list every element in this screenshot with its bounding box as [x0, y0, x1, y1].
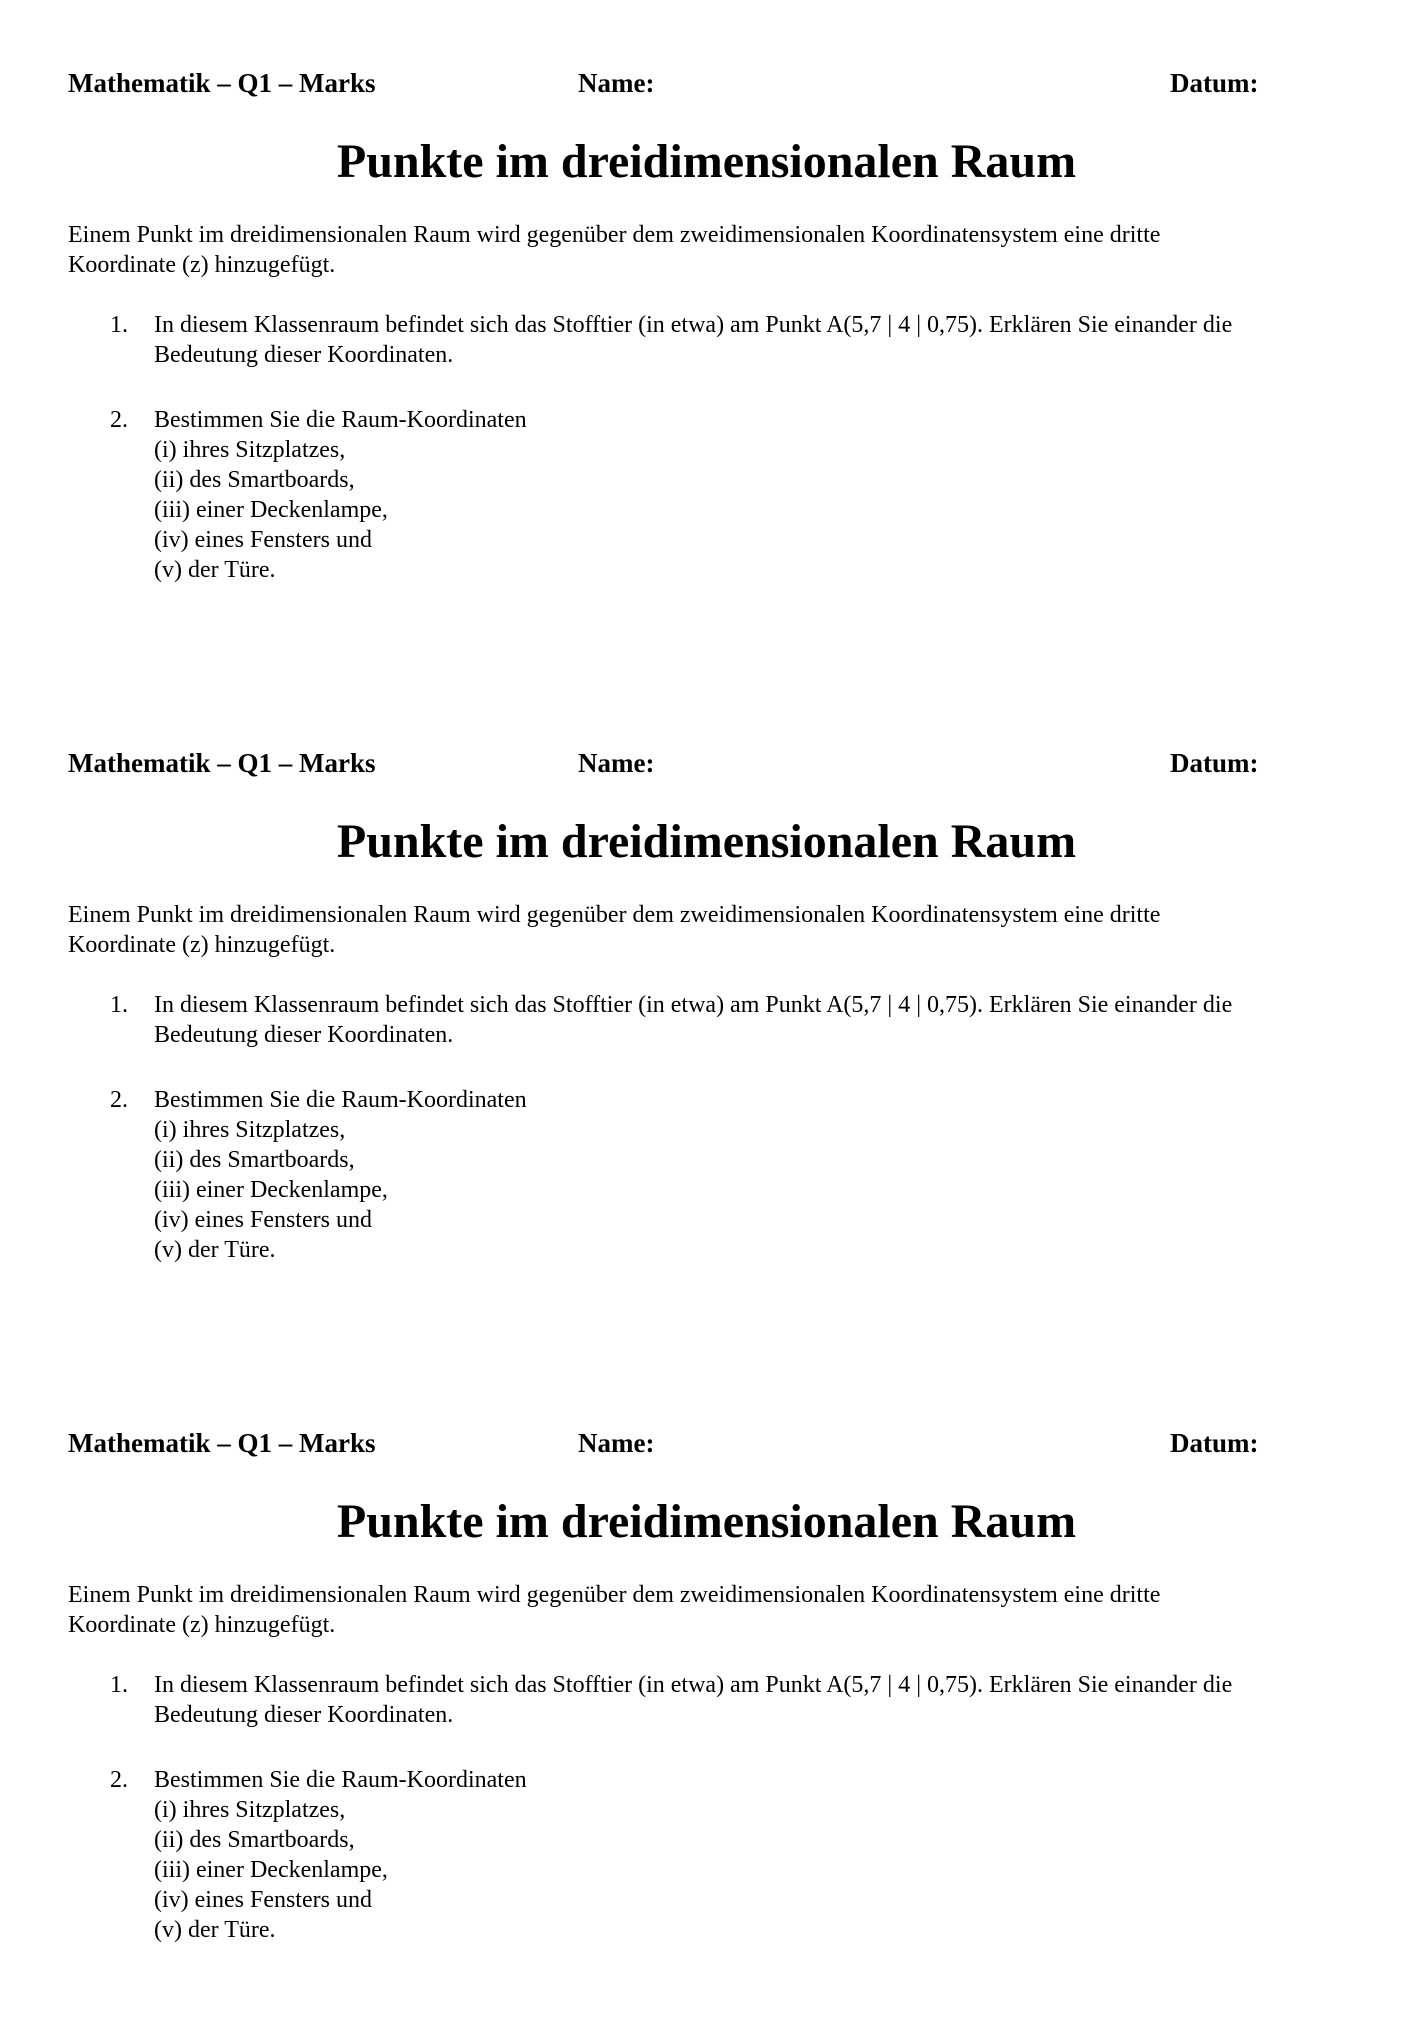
course-label: Mathematik – Q1 – Marks [68, 1428, 376, 1458]
intro-text [68, 900, 1348, 960]
task-subitem: (ii) des Smartboards, [154, 1147, 355, 1173]
task-number: 1. [110, 992, 128, 1018]
task-line: Bedeutung dieser Koordinaten. [154, 342, 454, 368]
task-subitem: (iv) eines Fensters und [154, 527, 372, 553]
task-subitem: (ii) des Smartboards, [154, 467, 355, 493]
worksheet-header [0, 1428, 1413, 1462]
task-text [154, 310, 1344, 370]
intro-line: Koordinate (z) hinzugefügt. [68, 252, 336, 278]
course-label: Mathematik – Q1 – Marks [68, 68, 376, 98]
intro-line: Einem Punkt im dreidimensionalen Raum wird gegenüber dem zweidimensionalen Koordinatensystem eine dritte [68, 902, 1161, 928]
task-text [154, 1670, 1344, 1730]
date-label: Datum: [1170, 1428, 1259, 1458]
task-line: In diesem Klassenraum befindet sich das Stofftier (in etwa) am Punkt A(5,7 | 4 | 0,75). Erklären Sie einander die [154, 312, 1233, 338]
task-line: Bestimmen Sie die Raum-Koordinaten [154, 407, 527, 433]
worksheet-title: Punkte im dreidimensionalen Raum [336, 815, 1077, 868]
worksheet-header [0, 68, 1413, 102]
intro-line: Koordinate (z) hinzugefügt. [68, 1612, 336, 1638]
intro-line: Einem Punkt im dreidimensionalen Raum wird gegenüber dem zweidimensionalen Koordinatensystem eine dritte [68, 222, 1161, 248]
worksheet-3 [0, 1360, 1413, 2040]
task-subitem: (v) der Türe. [154, 1917, 276, 1943]
task-number: 1. [110, 1672, 128, 1698]
task-text [154, 990, 1344, 1050]
worksheet-title: Punkte im dreidimensionalen Raum [336, 1495, 1077, 1548]
task-subitem: (v) der Türe. [154, 557, 276, 583]
name-label: Name: [578, 68, 655, 98]
task-line: Bestimmen Sie die Raum-Koordinaten [154, 1767, 527, 1793]
task-subitem: (ii) des Smartboards, [154, 1827, 355, 1853]
name-label: Name: [578, 1428, 655, 1458]
date-label: Datum: [1170, 68, 1259, 98]
task-subitem: (v) der Türe. [154, 1237, 276, 1263]
task-number: 2. [110, 407, 128, 433]
course-label: Mathematik – Q1 – Marks [68, 748, 376, 778]
intro-text [68, 220, 1348, 280]
task-text [154, 1085, 1344, 1265]
task-number: 2. [110, 1087, 128, 1113]
worksheet-title: Punkte im dreidimensionalen Raum [336, 135, 1077, 188]
task-subitem: (i) ihres Sitzplatzes, [154, 1117, 346, 1143]
intro-line: Einem Punkt im dreidimensionalen Raum wird gegenüber dem zweidimensionalen Koordinatensystem eine dritte [68, 1582, 1161, 1608]
task-subitem: (iii) einer Deckenlampe, [154, 1177, 388, 1203]
worksheet-header [0, 748, 1413, 782]
task-subitem: (i) ihres Sitzplatzes, [154, 437, 346, 463]
intro-text [68, 1580, 1348, 1640]
task-line: Bedeutung dieser Koordinaten. [154, 1022, 454, 1048]
task-line: Bestimmen Sie die Raum-Koordinaten [154, 1087, 527, 1113]
task-subitem: (iv) eines Fensters und [154, 1887, 372, 1913]
task-subitem: (iii) einer Deckenlampe, [154, 1857, 388, 1883]
task-line: In diesem Klassenraum befindet sich das Stofftier (in etwa) am Punkt A(5,7 | 4 | 0,75). Erklären Sie einander die [154, 1672, 1233, 1698]
task-subitem: (iii) einer Deckenlampe, [154, 497, 388, 523]
task-line: In diesem Klassenraum befindet sich das Stofftier (in etwa) am Punkt A(5,7 | 4 | 0,75). Erklären Sie einander die [154, 992, 1233, 1018]
task-number: 2. [110, 1767, 128, 1793]
intro-line: Koordinate (z) hinzugefügt. [68, 932, 336, 958]
task-subitem: (iv) eines Fensters und [154, 1207, 372, 1233]
date-label: Datum: [1170, 748, 1259, 778]
task-number: 1. [110, 312, 128, 338]
worksheet-2 [0, 680, 1413, 1360]
name-label: Name: [578, 748, 655, 778]
task-text [154, 1765, 1344, 1945]
worksheet-1 [0, 0, 1413, 680]
task-text [154, 405, 1344, 585]
task-line: Bedeutung dieser Koordinaten. [154, 1702, 454, 1728]
task-subitem: (i) ihres Sitzplatzes, [154, 1797, 346, 1823]
